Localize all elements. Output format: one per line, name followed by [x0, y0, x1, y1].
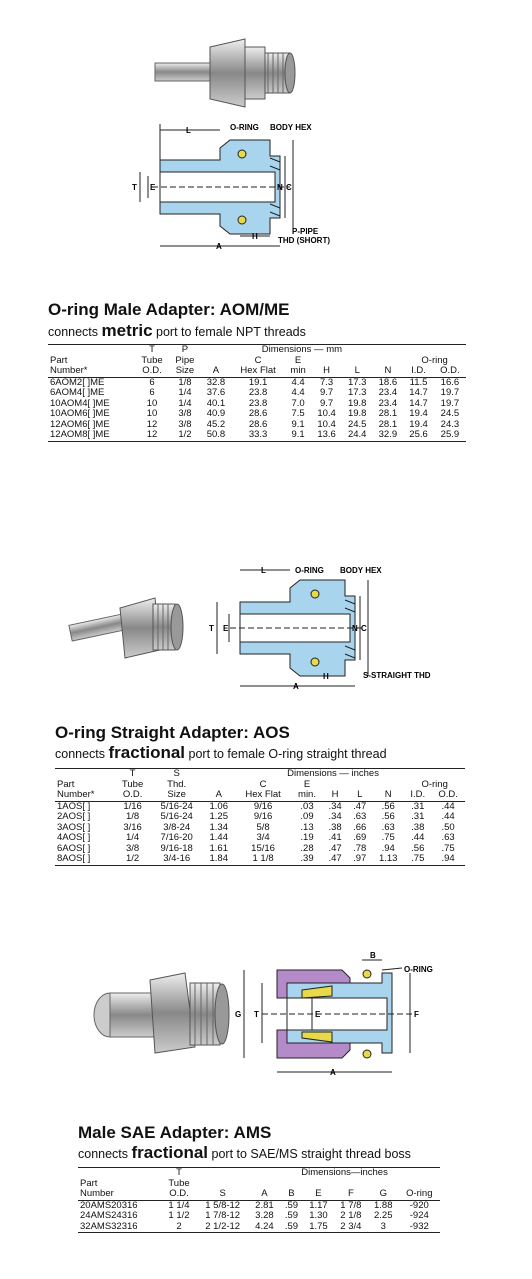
- table-cell: .63: [353, 811, 367, 822]
- table-cell: 1 7/8-12: [205, 1210, 241, 1221]
- table-cell: 8AOS[ ]: [55, 854, 114, 865]
- table-cell: .50: [441, 821, 455, 833]
- table-cell: 40.1: [206, 397, 226, 409]
- table-cell: 2 1/8: [340, 1210, 362, 1221]
- table-cell: 10: [146, 397, 158, 409]
- table-cell: .13: [300, 821, 314, 833]
- table-cell: .41: [328, 832, 342, 843]
- dim-e-label: E: [150, 183, 156, 192]
- dim-n-label: N: [352, 624, 358, 633]
- table-cell: 5/16-24: [160, 800, 193, 812]
- table-cell: 9/16-18: [160, 842, 193, 854]
- aos-spec-table: T S Dimensions — inches Part Tube Thd. C E O-ring Number* O.D. Size A Hex Flat min. H L N I.D. O.D. 1AOS[ ] 1/16 5/16-24 1.06 9/16 .03 .34 .47 .56 .31 .44 2AOS[ ] 1/8 5/16-24 1.25 9/16 .09 .34 .63 .56 .31 .44 3AOS[ ] 3/16 3/8-24 1.34 5/8 .13 .38 .66 .63 .38 .50 4AOS[ ] 1/4 7/16-20 1.44 3/4 .19 .41 .69 .75 .44 .63 6AOS[ ] 3/8 9/16-18 1.61 15/16 .28 .47 .78 .94 .56 .75 8AOS[ ] 1/2 3/4-16 1.84 1 1/8 .39 .47 .97 1.13 .75 .94: [55, 768, 465, 866]
- table-cell: 1 7/8: [340, 1199, 362, 1211]
- table-cell: 20AMS20316: [80, 1199, 138, 1211]
- table-cell: 25.9: [434, 430, 466, 441]
- table-cell: 1/4: [178, 387, 192, 398]
- table-cell: 9.1: [291, 418, 305, 430]
- table-cell: 14.7: [409, 397, 428, 409]
- table-cell: 3AOS[ ]: [57, 821, 91, 833]
- table-cell: 1/2: [169, 430, 200, 441]
- ams-fitting-photo: [85, 955, 245, 1065]
- table-cell: 1.44: [209, 832, 228, 843]
- table-cell: 1.75: [303, 1222, 334, 1233]
- table-cell: 3/8-24: [163, 821, 191, 833]
- table-cell: .59: [284, 1199, 299, 1211]
- table-cell: 13.6: [311, 430, 342, 441]
- section1-subtitle: connects metric port to female NPT threads: [48, 321, 306, 340]
- table-cell: 1.25: [209, 811, 228, 822]
- table-cell: 6AOM4[ ]ME: [50, 387, 105, 398]
- table-cell: 19.8: [347, 408, 367, 419]
- dim-l-label: L: [186, 126, 191, 135]
- table-cell: .44: [411, 832, 425, 843]
- table-cell: 11.5: [409, 376, 428, 388]
- table-cell: 1.13: [372, 854, 404, 865]
- table-cell: 19.8: [347, 397, 367, 409]
- table-cell: 23.4: [378, 397, 398, 409]
- table-cell: 24AMS24316: [80, 1210, 138, 1221]
- table-cell: 9.7: [319, 397, 334, 409]
- dim-a-label: A: [330, 1068, 336, 1077]
- table-row: [55, 833, 465, 844]
- table-row: [78, 1222, 440, 1233]
- table-cell: .75: [381, 832, 395, 843]
- dim-e-label: E: [315, 1010, 321, 1019]
- table-cell: 4.4: [291, 376, 305, 388]
- table-cell: .44: [441, 811, 455, 822]
- aom-fitting-photo: [150, 25, 300, 120]
- table-cell: 1.34: [209, 821, 228, 833]
- table-cell: 1/4: [178, 397, 192, 409]
- table-cell: .56: [381, 811, 395, 822]
- table-cell: 12: [146, 418, 158, 430]
- dim-h-label: H: [323, 672, 329, 681]
- table-cell: 7.3: [319, 376, 334, 388]
- table-cell: 2 1/2-12: [196, 1222, 249, 1233]
- dim-f-label: F: [414, 1010, 419, 1019]
- table-cell: 3/8: [178, 408, 192, 419]
- aos-fitting-photo: [65, 590, 205, 670]
- table-cell: 4AOS[ ]: [57, 832, 91, 843]
- table-cell: 2 3/4: [334, 1222, 368, 1233]
- table-cell: 12AOM6[ ]ME: [50, 418, 110, 430]
- table-cell: .28: [300, 842, 314, 854]
- table-cell: 6AOM2[ ]ME: [50, 376, 105, 388]
- table-cell: 3.28: [255, 1210, 274, 1221]
- dim-t-label: T: [254, 1010, 259, 1019]
- table-cell: 1AOS[ ]: [57, 800, 91, 812]
- oring-label: O-RING: [404, 965, 433, 974]
- table-cell: 2.25: [374, 1210, 393, 1221]
- table-cell: 14.7: [409, 387, 428, 398]
- table-cell: 6: [149, 387, 155, 398]
- table-cell: 3/8: [125, 842, 140, 854]
- table-cell: 3/16: [123, 821, 142, 833]
- table-cell: .31: [411, 811, 425, 822]
- table-cell: 1 1/4: [168, 1199, 190, 1211]
- table-cell: .09: [300, 811, 314, 822]
- table-cell: 1/4: [125, 832, 140, 843]
- table-cell: 5/16-24: [160, 811, 193, 822]
- aom-spec-table: T P Dimensions — mm Part Tube Pipe C E O-ring Number* O.D. Size A Hex Flat min H L N I.D. O.D. 6AOM2[ ]ME 6 1/8 32.8 19.1 4.4 7.3 17.3 18.6 11.5 16.6 6AOM4[ ]ME 6 1/4 37.6 23.8 4.4 9.7 17.3 23.4 14.7 19.7 10AOM4[ ]ME 10 1/4 40.1 23.8 7.0 9.7 19.8 23.4 14.7 19.7 10AOM6[ ]ME 10 3/8 40.9 28.6 7.5 10.4 19.8 28.1 19.4 24.5 12AOM6[ ]ME 12 3/8 45.2 28.6 9.1 10.4 24.5 28.1 19.4 24.3 12AOM8[ ]ME 12 1/2 50.8 33.3 9.1 13.6 24.4 32.9 25.6 25.9: [48, 344, 466, 442]
- ams-spec-table: T Dimensions—inches Part Tube Number O.D. S A B E F G O-ring 20AMS20316 1 1/4 1 5/8-12 2.81 .59 1.17 1 7/8 1.88 -920 24AMS24316 1 1/2 1 7/8-12 3.28 .59 1.30 2 1/8 2.25 -924 32AMS32316 2 2 1/2-12 4.24 .59 1.75 2 3/4 3 -932: [78, 1167, 440, 1233]
- table-cell: 19.4: [409, 408, 428, 419]
- dim-a-label: A: [293, 682, 299, 691]
- table-cell: .56: [411, 842, 425, 854]
- table-cell: -932: [399, 1222, 440, 1233]
- table-cell: 4.4: [291, 387, 305, 398]
- table-cell: 2: [162, 1222, 196, 1233]
- table-cell: .03: [300, 800, 314, 812]
- table-cell: 19.7: [440, 387, 460, 398]
- table-cell: .78: [353, 842, 367, 854]
- section2-subtitle: connects fractional port to female O-ring straight thread: [55, 743, 387, 762]
- table-cell: 10: [146, 408, 158, 419]
- ams-cross-section-diagram: [232, 948, 442, 1083]
- table-cell: 1 1/2: [168, 1210, 190, 1221]
- table-cell: .19: [300, 832, 314, 843]
- table-cell: 3/4-16: [151, 854, 203, 865]
- table-cell: 32.8: [206, 376, 226, 388]
- dim-c-label: C: [361, 624, 367, 633]
- oring-label: O-RING: [295, 566, 324, 575]
- dim-n-label: N: [277, 183, 283, 192]
- table-cell: .44: [441, 800, 455, 812]
- table-cell: 3/8: [178, 418, 192, 430]
- table-cell: .94: [431, 854, 465, 865]
- table-cell: .97: [347, 854, 372, 865]
- table-cell: .39: [291, 854, 322, 865]
- section2-title: O-ring Straight Adapter: AOS: [55, 723, 290, 742]
- table-cell: 16.6: [440, 376, 460, 388]
- table-cell: 17.3: [347, 376, 367, 388]
- dim-t-label: T: [132, 183, 137, 192]
- table-cell: 24.4: [342, 430, 373, 441]
- table-cell: 9/16: [253, 800, 273, 812]
- aos-cross-section-diagram: [205, 560, 455, 695]
- table-cell: 24.3: [440, 418, 460, 430]
- table-cell: 28.6: [248, 418, 268, 430]
- table-cell: 32AMS32316: [78, 1222, 162, 1233]
- section1-title: O-ring Male Adapter: AOM/ME: [48, 300, 290, 319]
- table-cell: 10AOM4[ ]ME: [50, 397, 110, 409]
- table-cell: 3/4: [256, 832, 270, 843]
- table-cell: .38: [328, 821, 342, 833]
- table-cell: .63: [441, 832, 455, 843]
- table-cell: 1.17: [309, 1199, 328, 1211]
- dim-a-label: A: [216, 242, 222, 251]
- table-cell: 1 1/8: [235, 854, 291, 865]
- pipe-thread-label-2: THD (SHORT): [278, 236, 330, 245]
- dim-e-label: E: [223, 624, 229, 633]
- table-cell: 19.1: [248, 376, 268, 388]
- table-cell: 40.9: [206, 408, 226, 419]
- dim-b-label: B: [370, 951, 376, 960]
- table-cell: 1/8: [125, 811, 140, 822]
- table-cell: 2AOS[ ]: [57, 811, 91, 822]
- table-cell: .34: [328, 800, 342, 812]
- pipe-thread-label: P-PIPE: [292, 227, 319, 236]
- table-cell: .75: [441, 842, 455, 854]
- table-cell: 6: [149, 376, 155, 388]
- table-cell: 12: [135, 430, 169, 441]
- table-row: [78, 1211, 440, 1222]
- table-cell: .47: [353, 800, 367, 812]
- table-cell: 12AOM8[ ]ME: [48, 430, 135, 441]
- table-cell: 23.4: [378, 387, 398, 398]
- table-cell: .47: [323, 854, 348, 865]
- table-cell: .34: [328, 811, 342, 822]
- table-cell: .69: [353, 832, 367, 843]
- table-cell: .47: [328, 842, 342, 854]
- table-cell: 28.1: [378, 418, 398, 430]
- dim-t-label: T: [209, 624, 214, 633]
- table-cell: .59: [284, 1210, 299, 1221]
- table-cell: .56: [381, 800, 395, 812]
- table-cell: 15/16: [251, 842, 275, 854]
- table-row: [48, 388, 466, 399]
- section3-subtitle: connects fractional port to SAE/MS straight thread boss: [78, 1143, 411, 1162]
- table-cell: 9/16: [253, 811, 273, 822]
- table-cell: 2.81: [255, 1199, 274, 1211]
- table-cell: .94: [381, 842, 395, 854]
- table-cell: 1/16: [123, 800, 142, 812]
- table-cell: 1/8: [178, 376, 192, 388]
- oring-label: O-RING: [230, 123, 259, 132]
- table-cell: 37.6: [206, 387, 226, 398]
- table-row: [48, 409, 466, 420]
- dim-c-label: C: [286, 183, 292, 192]
- table-cell: 23.8: [248, 397, 268, 409]
- table-cell: 9.7: [319, 387, 334, 398]
- table-cell: 7.5: [291, 408, 305, 419]
- table-row: [55, 854, 465, 865]
- table-cell: .38: [411, 821, 425, 833]
- table-cell: 3: [368, 1222, 399, 1233]
- straight-thread-label: S-STRAIGHT THD: [363, 671, 431, 680]
- dim-g-label: G: [235, 1010, 242, 1019]
- table-cell: 5/8: [256, 821, 270, 833]
- body-hex-label: BODY HEX: [340, 566, 382, 575]
- table-cell: 50.8: [201, 430, 232, 441]
- table-cell: 33.3: [231, 430, 285, 441]
- table-cell: 19.4: [409, 418, 428, 430]
- table-cell: 1/2: [114, 854, 150, 865]
- table-cell: 1.84: [203, 854, 235, 865]
- table-cell: 1 5/8-12: [205, 1199, 241, 1211]
- table-cell: 9.1: [285, 430, 311, 441]
- table-cell: 7/16-20: [160, 832, 193, 843]
- table-cell: 10.4: [317, 408, 336, 419]
- table-cell: 24.5: [347, 418, 367, 430]
- table-cell: 17.3: [347, 387, 367, 398]
- table-cell: .75: [404, 854, 431, 865]
- table-cell: 1.30: [309, 1210, 328, 1221]
- table-cell: -920: [409, 1199, 429, 1211]
- table-cell: 1.88: [374, 1199, 393, 1211]
- table-cell: 10.4: [317, 418, 336, 430]
- table-cell: 1.06: [209, 800, 228, 812]
- table-row: [48, 430, 466, 441]
- table-cell: 45.2: [206, 418, 226, 430]
- table-cell: .31: [411, 800, 425, 812]
- table-cell: 28.1: [378, 408, 398, 419]
- table-cell: 1.61: [209, 842, 228, 854]
- aom-cross-section-diagram: [130, 118, 360, 253]
- body-hex-label: BODY HEX: [270, 123, 312, 132]
- table-cell: 7.0: [291, 397, 305, 409]
- table-cell: 28.6: [248, 408, 268, 419]
- table-cell: .63: [381, 821, 395, 833]
- table-cell: 4.24: [249, 1222, 280, 1233]
- table-cell: .66: [353, 821, 367, 833]
- table-cell: 32.9: [373, 430, 404, 441]
- table-cell: 24.5: [440, 408, 460, 419]
- table-cell: 18.6: [378, 376, 398, 388]
- table-cell: 25.6: [403, 430, 434, 441]
- table-cell: 6AOS[ ]: [57, 842, 91, 854]
- dim-l-label: L: [261, 566, 266, 575]
- table-cell: -924: [409, 1210, 429, 1221]
- table-cell: 10AOM6[ ]ME: [50, 408, 110, 419]
- dim-h-label: H: [252, 232, 258, 241]
- table-row: [55, 812, 465, 823]
- table-cell: 19.7: [440, 397, 460, 409]
- table-cell: .59: [280, 1222, 303, 1233]
- table-cell: 23.8: [248, 387, 268, 398]
- section3-title: Male SAE Adapter: AMS: [78, 1123, 272, 1142]
